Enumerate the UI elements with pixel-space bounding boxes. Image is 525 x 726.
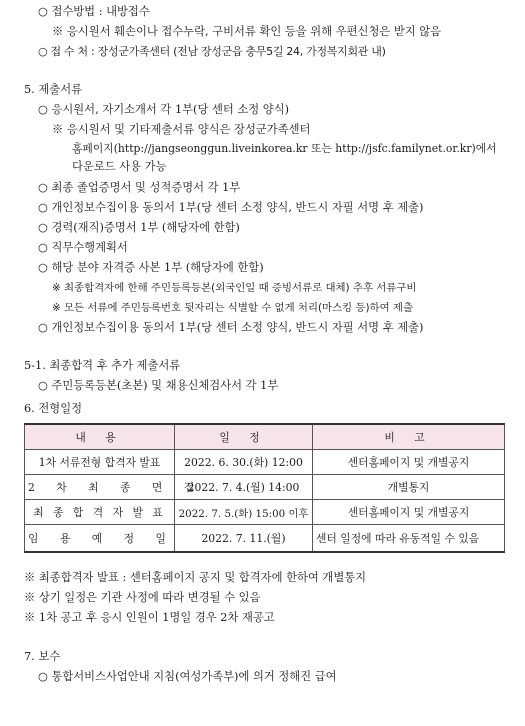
row-content: 2 차 최 종 면 접 — [25, 475, 175, 500]
table-row — [25, 475, 505, 500]
table-row — [25, 500, 505, 525]
row-remarks: 센터홈페이지 및 개별공지 — [313, 450, 505, 475]
section-7-heading: 7. 보수 — [24, 650, 61, 663]
row-schedule: 2022. 7. 11.(월) — [175, 525, 313, 553]
intake-method-note: ※ 응시원서 훼손이나 접수누락, 구비서류 확인 등을 위해 우편신청은 받지 않음 — [52, 25, 442, 38]
doc-item-transcript: ○ 최종 졸업증명서 및 성적증명서 각 1부 — [38, 181, 241, 194]
row-content: 최 종 합 격 자 발 표 — [25, 500, 175, 525]
table-row — [25, 525, 505, 553]
doc-item-privacy-consent: ○ 개인정보수집이용 동의서 1부(당 센터 소정 양식, 반드시 자필 서명 후 제출) — [38, 201, 424, 214]
doc-note-forms: ※ 응시원서 및 기타제출서류 양식은 장성군가족센터 — [52, 123, 311, 136]
doc-item-application: ○ 응시원서, 자기소개서 각 1부(당 센터 소정 양식) — [38, 103, 290, 116]
col-header-remarks: 비 고 — [313, 424, 505, 450]
row-content: 1차 서류전형 합격자 발표 — [25, 450, 175, 475]
schedule-note-change: ※ 상기 일정은 기관 사정에 따라 변경될 수 있음 — [24, 591, 261, 604]
row-schedule: 2022. 7. 4.(월) 14:00 — [175, 475, 313, 500]
col-header-content: 내 용 — [25, 424, 175, 450]
table-row — [25, 450, 505, 475]
row-remarks: 개별통지 — [313, 475, 505, 500]
intake-place: ○ 접 수 처 : 장성군가족센터 (전남 장성군읍 충무5길 24, 가정복지회관 내) — [38, 45, 386, 58]
doc-note-homepage: 홈페이지(http://jangseonggun.liveinkorea.kr 또는 http://jsfc.familynet.or.kr)에서 — [72, 142, 497, 155]
schedule-table — [24, 423, 505, 553]
schedule-note-reannounce: ※ 1차 공고 후 응시 인원이 1명일 경우 2차 재공고 — [24, 611, 275, 624]
row-schedule: 2022. 7. 5.(화) 15:00 이후 — [175, 500, 313, 525]
doc-note-download: 다운로드 사용 가능 — [72, 160, 167, 173]
section-5-1-heading: 5-1. 최종합격 후 추가 제출서류 — [24, 359, 181, 372]
doc-note-resident-register: ※ 최종합격자에 한해 주민등록등본(외국인일 때 증빙서류로 대체) 추후 서류구비 — [52, 282, 417, 294]
col-header-schedule: 일 정 — [175, 424, 313, 450]
doc-item-privacy-consent-2: ○ 개인정보수집이용 동의서 1부(당 센터 소정 양식, 반드시 자필 서명 후 제출) — [38, 321, 424, 334]
row-content: 임 용 예 정 일 — [25, 525, 175, 553]
pay-item: ○ 통합서비스사업안내 지침(여성가족부)에 의거 정해진 급여 — [38, 670, 337, 683]
section-6-heading: 6. 전형일정 — [24, 402, 83, 415]
extra-doc-item: ○ 주민등록등본(초본) 및 채용신체검사서 각 1부 — [38, 379, 279, 392]
row-remarks: 센터홈페이지 및 개별공지 — [313, 500, 505, 525]
doc-item-career: ○ 경력(재직)증명서 1부 (해당자에 한함) — [38, 221, 240, 234]
doc-note-masking: ※ 모든 서류에 주민등록번호 뒷자리는 식별할 수 없게 처리(마스킹 등)하여 제출 — [52, 302, 413, 314]
row-schedule: 2022. 6. 30.(화) 12:00 — [175, 450, 313, 475]
section-5-heading: 5. 제출서류 — [24, 83, 83, 96]
doc-item-job-plan: ○ 직무수행계획서 — [38, 241, 128, 254]
row-remarks: 센터 일정에 따라 유동적일 수 있음 — [313, 525, 505, 553]
doc-item-certificate: ○ 해당 분야 자격증 사본 1부 (해당자에 한함) — [38, 261, 264, 274]
schedule-note-announcement: ※ 최종합격자 발표 : 센터홈페이지 공지 및 합격자에 한하여 개별통지 — [24, 571, 367, 584]
intake-method: ○ 접수방법 : 내방접수 — [38, 5, 150, 18]
